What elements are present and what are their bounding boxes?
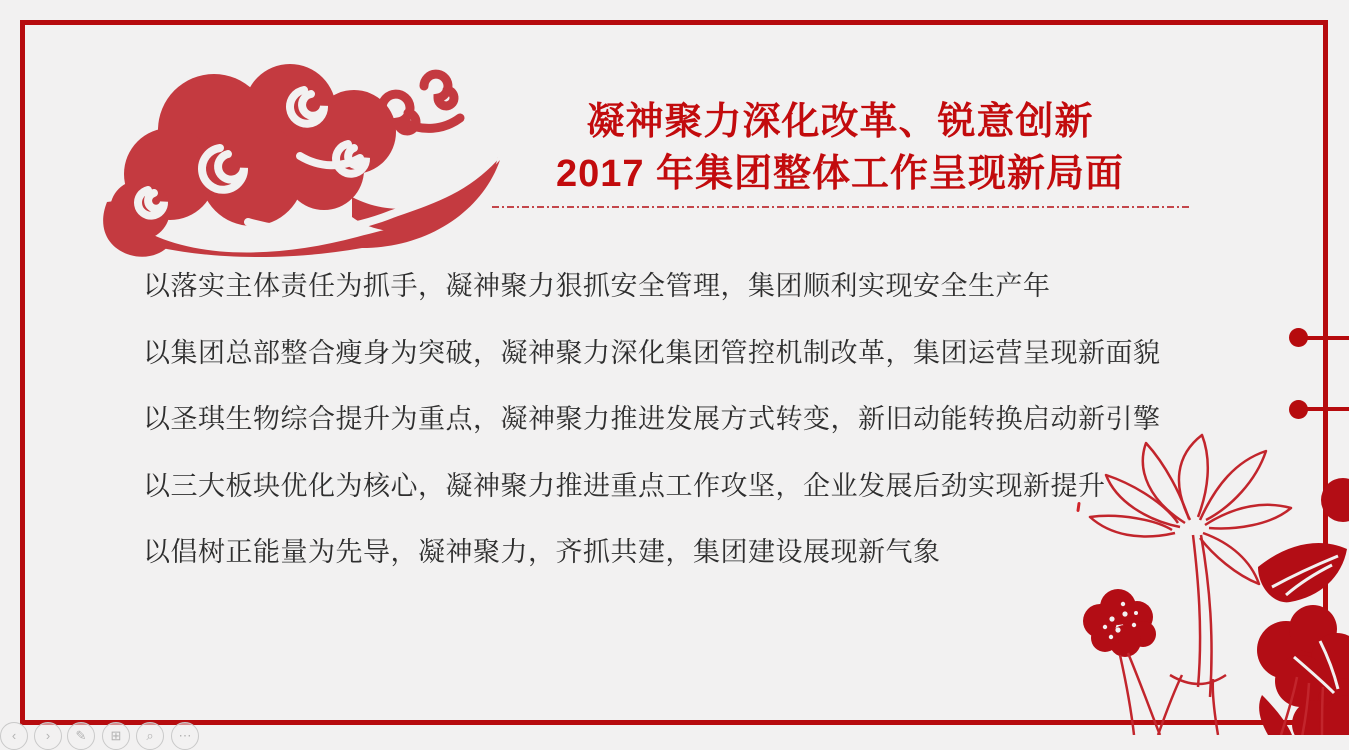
lotus-pod-stems <box>1120 653 1160 735</box>
accent-line-bottom <box>1306 407 1349 411</box>
accent-line-top <box>1306 336 1349 340</box>
body-line-2: 以集团总部整合瘦身为突破，凝神聚力深化集团管控机制改革，集团运营呈现新面貌 <box>143 337 1161 368</box>
slide-title-line-2: 2017 年集团整体工作呈现新局面 <box>555 153 1125 195</box>
auspicious-cloud-icon <box>52 52 507 257</box>
see-all-slides-icon[interactable]: ⊞ <box>102 722 130 750</box>
body-line-5: 以倡树正能量为先导，凝神聚力，齐抓共建，集团建设展现新气象 <box>143 537 941 567</box>
previous-slide-icon[interactable]: ‹ <box>0 722 28 750</box>
more-options-icon[interactable]: ⋯ <box>171 722 199 750</box>
body-line-1: 以落实主体责任为抓手，凝神聚力狠抓安全管理，集团顺利实现安全生产年 <box>143 271 1051 301</box>
body-line-3: 以圣琪生物综合提升为重点，凝神聚力推进发展方式转变，新旧动能转换启动新引擎 <box>143 404 1161 434</box>
lotus-outline-flower <box>1090 435 1291 735</box>
slide-title <box>480 96 1200 200</box>
paper-cut-lotus-icon <box>1050 425 1349 735</box>
body-line-4: 以三大板块优化为核心，凝神聚力推进重点工作攻坚，企业发展后劲实现新提升 <box>143 470 1106 501</box>
slide-title-line-1: 凝神聚力深化改革、锐意创新 <box>586 101 1094 143</box>
lotus-solid-leaves <box>1257 478 1349 735</box>
pen-tools-icon[interactable]: ✎ <box>67 722 95 750</box>
next-slide-icon[interactable]: › <box>34 722 62 750</box>
lotus-solid-pod <box>1083 589 1156 657</box>
zoom-slide-icon[interactable]: ⌕ <box>136 722 164 750</box>
title-divider-dashed-line <box>492 206 1190 208</box>
